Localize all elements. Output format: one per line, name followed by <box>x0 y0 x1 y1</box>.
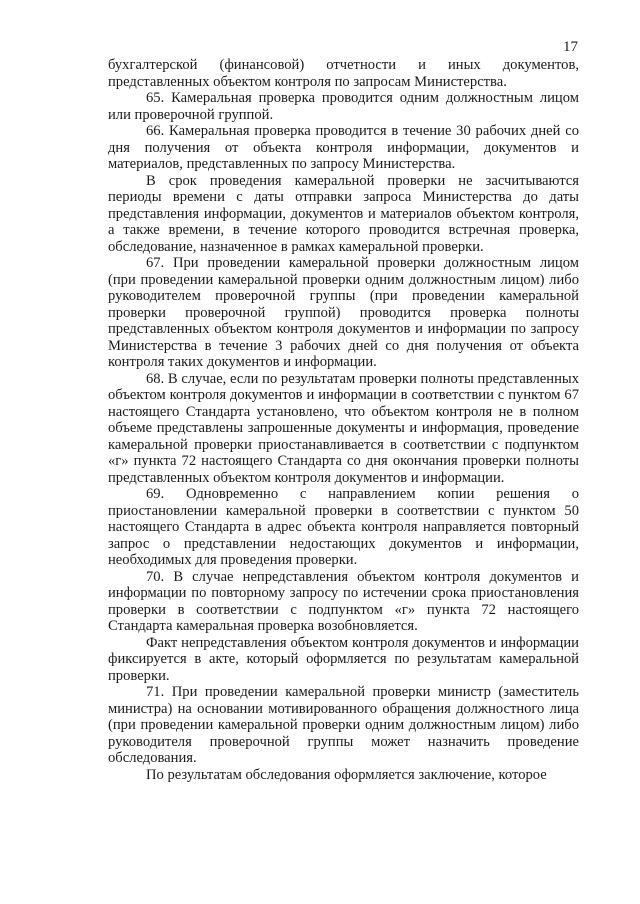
paragraph-item-67: 67. При проведении камеральной проверки должностным лицом (при проведении камеральной проверки одним должностным лицом) либо руководителем проверочной группы (при проведении камеральной проверки проверочной группой) проводится проверка полноты представленных объектом контроля документов и информации по запросу Министерства в течение 3 рабочих дней со дня получения от объекта контроля таких документов и информации. <box>108 255 579 370</box>
paragraph-item-65: 65. Камеральная проверка проводится одним должностным лицом или проверочной группой. <box>108 90 579 123</box>
page-number: 17 <box>563 39 578 55</box>
paragraph-item-66-term: В срок проведения камеральной проверки не засчитываются периоды времени с даты отправки запроса Министерства до даты представления информации, документов и материалов объектом контроля, а также времени, в течение которого проводится встречная проверка, обследование, назначенное в рамках камеральной проверки. <box>108 172 579 255</box>
paragraph-item-68: 68. В случае, если по результатам проверки полноты представленных объектом контроля документов и информации в соответствии с пунктом 67 настоящего Стандарта установлено, что объектом контроля не в полном объеме представлены запрошенные документы и информация, проведение камеральной проверки приостанавливается в соответствии с подпунктом «г» пункта 72 настоящего Стандарта со дня окончания проверки полноты представленных объектом контроля документов и информации. <box>108 370 579 486</box>
paragraph-item-70: 70. В случае непредставления объектом контроля документов и информации по повторному запросу по истечении срока приостановления проверки в соответствии с подпунктом «г» пункта 72 настоящего Стандарта камеральная проверка возобновляется. <box>108 568 579 634</box>
paragraph-continuation: бухгалтерской (финансовой) отчетности и иных документов, представленных объектом контроля по запросам Министерства. <box>108 57 579 90</box>
paragraph-item-66: 66. Камеральная проверка проводится в течение 30 рабочих дней со дня получения от объекта контроля информации, документов и материалов, представленных по запросу Министерства. <box>108 123 579 172</box>
paragraph-item-69: 69. Одновременно с направлением копии решения о приостановлении камеральной проверки в соответствии с пунктом 50 настоящего Стандарта в адрес объекта контроля направляется повторный запрос о представлении недостающих документов и информации, необходимых для проведения проверки. <box>108 486 579 568</box>
paragraph-item-70-fact: Факт непредставления объектом контроля документов и информации фиксируется в акте, который оформляется по результатам камеральной проверки. <box>108 634 579 684</box>
paragraph-item-71-result: По результатам обследования оформляется заключение, которое <box>146 766 547 783</box>
document-body <box>108 57 579 783</box>
paragraph-item-71: 71. При проведении камеральной проверки министр (заместитель министра) на основании мотивированного обращения должностного лица (при проведении камеральной проверки одним должностным лицом) либо руководителя проверочной группы может назначить проведение обследования. <box>108 684 579 766</box>
